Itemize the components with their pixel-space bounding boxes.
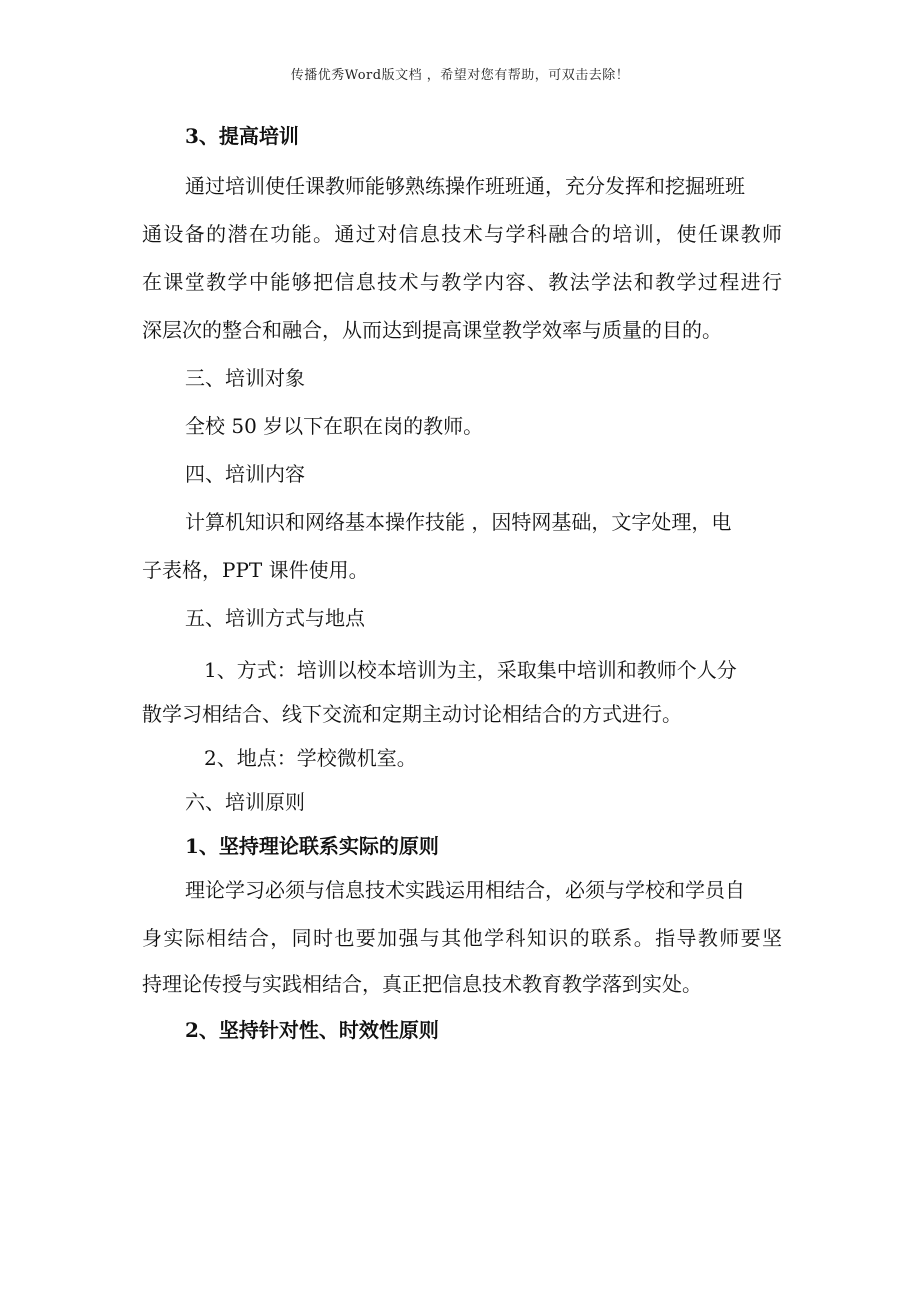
paragraph-line: 深层次的整合和融合，从而达到提高课堂教学效率与质量的目的。	[142, 318, 722, 342]
section-title-content: 四、培训内容	[185, 462, 305, 486]
heading-improve-training: 3、提高培训	[185, 124, 299, 148]
principle-1-title: 1、坚持理论联系实际的原则	[185, 834, 439, 858]
paragraph-line: 在课堂教学中能够把信息技术与教学内容、教法学法和教学过程进行	[142, 270, 782, 294]
paragraph-line: 理论学习必须与信息技术实践运用相结合，必须与学校和学员自	[185, 878, 745, 902]
section-title-method-location: 五、培训方式与地点	[185, 606, 365, 630]
paragraph-line: 身实际相结合，同时也要加强与其他学科知识的联系。指导教师要坚	[142, 926, 782, 950]
section-text-targets: 全校 50 岁以下在职在岗的教师。	[185, 414, 484, 438]
header-banner: 传播优秀Word版文档 ，希望对您有帮助，可双击去除！	[290, 68, 630, 83]
paragraph-line: 通设备的潜在功能。通过对信息技术与学科融合的培训，使任课教师	[142, 222, 782, 246]
paragraph-line: 子表格，PPT 课件使用。	[142, 558, 369, 582]
paragraph-line: 计算机知识和网络基本操作技能 ，因特网基础，文字处理，电	[185, 510, 732, 534]
paragraph-line: 散学习相结合、线下交流和定期主动讨论相结合的方式进行。	[142, 702, 682, 726]
paragraph-line: 通过培训使任课教师能够熟练操作班班通，充分发挥和挖掘班班	[185, 174, 745, 198]
section-title-principles: 六、培训原则	[185, 790, 305, 814]
list-item-method: 1、方式：培训以校本培训为主，采取集中培训和教师个人分	[204, 658, 737, 682]
section-title-targets: 三、培训对象	[185, 366, 305, 390]
paragraph-line: 持理论传授与实践相结合，真正把信息技术教育教学落到实处。	[142, 972, 702, 996]
principle-2-title: 2、坚持针对性、时效性原则	[185, 1018, 439, 1042]
list-item-location: 2、地点：学校微机室。	[204, 746, 417, 770]
